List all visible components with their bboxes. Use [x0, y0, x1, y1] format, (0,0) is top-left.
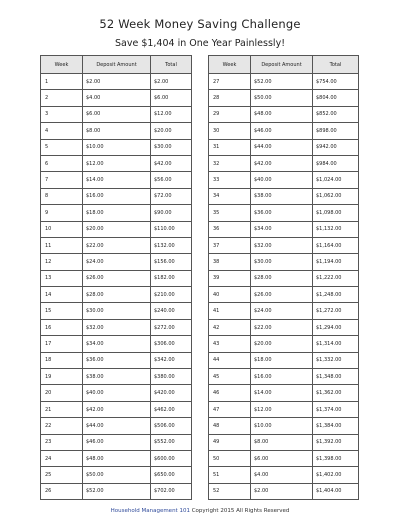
deposit-cell: $36.00	[251, 205, 313, 221]
deposit-cell: $20.00	[251, 336, 313, 352]
total-cell: $6.00	[151, 90, 192, 106]
total-cell: $1,332.00	[313, 352, 359, 368]
table-row	[209, 401, 359, 417]
week-cell: 4	[41, 123, 83, 139]
table-row	[41, 123, 192, 139]
deposit-cell: $10.00	[83, 139, 151, 155]
table-row	[209, 418, 359, 434]
deposit-cell: $36.00	[83, 352, 151, 368]
week-cell: 27	[209, 74, 251, 90]
total-cell: $754.00	[313, 74, 359, 90]
total-cell: $1,404.00	[313, 483, 359, 499]
table-header-row	[209, 56, 359, 74]
week-cell: 50	[209, 450, 251, 466]
savings-table-weeks-27-52	[208, 55, 359, 500]
week-cell: 9	[41, 205, 83, 221]
total-cell: $210.00	[151, 287, 192, 303]
week-cell: 36	[209, 221, 251, 237]
table-row	[41, 188, 192, 204]
table-row	[41, 336, 192, 352]
total-cell: $240.00	[151, 303, 192, 319]
deposit-cell: $48.00	[83, 450, 151, 466]
table-row	[41, 221, 192, 237]
deposit-cell: $18.00	[251, 352, 313, 368]
week-cell: 15	[41, 303, 83, 319]
week-cell: 44	[209, 352, 251, 368]
week-cell: 52	[209, 483, 251, 499]
deposit-cell: $14.00	[251, 385, 313, 401]
week-cell: 11	[41, 237, 83, 253]
total-cell: $1,294.00	[313, 319, 359, 335]
table-row	[41, 172, 192, 188]
table-row	[41, 303, 192, 319]
week-cell: 20	[41, 385, 83, 401]
deposit-cell: $16.00	[251, 369, 313, 385]
table-row	[209, 303, 359, 319]
week-cell: 43	[209, 336, 251, 352]
week-cell: 24	[41, 450, 83, 466]
week-column-header: Week	[41, 56, 83, 74]
footer-brand-link[interactable]: Household Management 101	[110, 508, 190, 514]
total-cell: $30.00	[151, 139, 192, 155]
deposit-cell: $22.00	[83, 237, 151, 253]
week-cell: 51	[209, 467, 251, 483]
table-row	[41, 237, 192, 253]
footer-copyright: Copyright 2015 All Rights Reserved	[189, 508, 290, 514]
table-row	[209, 139, 359, 155]
total-column-header: Total	[151, 56, 192, 74]
deposit-cell: $26.00	[83, 270, 151, 286]
week-cell: 47	[209, 401, 251, 417]
table-row	[209, 172, 359, 188]
week-cell: 33	[209, 172, 251, 188]
table-row	[209, 336, 359, 352]
total-cell: $942.00	[313, 139, 359, 155]
week-cell: 41	[209, 303, 251, 319]
week-cell: 39	[209, 270, 251, 286]
week-cell: 7	[41, 172, 83, 188]
week-cell: 19	[41, 369, 83, 385]
week-cell: 23	[41, 434, 83, 450]
table-row	[41, 319, 192, 335]
deposit-cell: $28.00	[83, 287, 151, 303]
table-row	[41, 483, 192, 499]
total-cell: $1,362.00	[313, 385, 359, 401]
week-cell: 21	[41, 401, 83, 417]
deposit-cell: $42.00	[83, 401, 151, 417]
total-cell: $42.00	[151, 155, 192, 171]
table-row	[209, 369, 359, 385]
total-cell: $110.00	[151, 221, 192, 237]
week-cell: 3	[41, 106, 83, 122]
deposit-cell: $22.00	[251, 319, 313, 335]
week-cell: 48	[209, 418, 251, 434]
week-cell: 31	[209, 139, 251, 155]
deposit-cell: $2.00	[251, 483, 313, 499]
week-cell: 34	[209, 188, 251, 204]
total-cell: $506.00	[151, 418, 192, 434]
deposit-cell: $52.00	[251, 74, 313, 90]
total-cell: $132.00	[151, 237, 192, 253]
deposit-cell: $2.00	[83, 74, 151, 90]
table-row	[41, 352, 192, 368]
total-cell: $12.00	[151, 106, 192, 122]
week-cell: 22	[41, 418, 83, 434]
total-cell: $156.00	[151, 254, 192, 270]
total-cell: $20.00	[151, 123, 192, 139]
total-cell: $90.00	[151, 205, 192, 221]
week-cell: 28	[209, 90, 251, 106]
week-cell: 46	[209, 385, 251, 401]
total-cell: $2.00	[151, 74, 192, 90]
table-row	[209, 352, 359, 368]
deposit-cell: $50.00	[251, 90, 313, 106]
deposit-cell: $42.00	[251, 155, 313, 171]
table-row	[209, 287, 359, 303]
page-subtitle: Save $1,404 in One Year Painlessly!	[114, 38, 285, 49]
week-cell: 10	[41, 221, 83, 237]
week-cell: 49	[209, 434, 251, 450]
table-row	[41, 287, 192, 303]
table-row	[209, 123, 359, 139]
deposit-cell: $46.00	[251, 123, 313, 139]
total-cell: $804.00	[313, 90, 359, 106]
total-cell: $1,132.00	[313, 221, 359, 237]
deposit-cell: $12.00	[251, 401, 313, 417]
table-row	[41, 369, 192, 385]
deposit-cell: $6.00	[251, 450, 313, 466]
week-cell: 12	[41, 254, 83, 270]
deposit-cell: $30.00	[251, 254, 313, 270]
total-cell: $272.00	[151, 319, 192, 335]
table-row	[41, 74, 192, 90]
week-cell: 6	[41, 155, 83, 171]
total-cell: $1,272.00	[313, 303, 359, 319]
table-row	[209, 254, 359, 270]
table-row	[209, 106, 359, 122]
deposit-cell: $38.00	[83, 369, 151, 385]
total-cell: $1,314.00	[313, 336, 359, 352]
total-column-header: Total	[313, 56, 359, 74]
deposit-cell: $44.00	[83, 418, 151, 434]
week-cell: 1	[41, 74, 83, 90]
deposit-cell: $12.00	[83, 155, 151, 171]
week-cell: 32	[209, 155, 251, 171]
table-row	[209, 90, 359, 106]
deposit-cell: $24.00	[83, 254, 151, 270]
table-row	[209, 205, 359, 221]
deposit-cell: $14.00	[83, 172, 151, 188]
table-row	[41, 385, 192, 401]
total-cell: $552.00	[151, 434, 192, 450]
deposit-cell: $44.00	[251, 139, 313, 155]
deposit-cell: $40.00	[251, 172, 313, 188]
deposit-cell: $8.00	[83, 123, 151, 139]
deposit-cell: $20.00	[83, 221, 151, 237]
page-title: 52 Week Money Saving Challenge	[99, 17, 301, 31]
table-row	[41, 450, 192, 466]
total-cell: $1,392.00	[313, 434, 359, 450]
total-cell: $1,194.00	[313, 254, 359, 270]
total-cell: $600.00	[151, 450, 192, 466]
table-header-row	[41, 56, 192, 74]
total-cell: $380.00	[151, 369, 192, 385]
week-cell: 42	[209, 319, 251, 335]
total-cell: $984.00	[313, 155, 359, 171]
total-cell: $1,164.00	[313, 237, 359, 253]
table-row	[209, 483, 359, 499]
table-row	[41, 205, 192, 221]
table-row	[41, 139, 192, 155]
table-row	[209, 450, 359, 466]
total-cell: $462.00	[151, 401, 192, 417]
total-cell: $420.00	[151, 385, 192, 401]
deposit-column-header: Deposit Amount	[83, 56, 151, 74]
week-cell: 14	[41, 287, 83, 303]
week-cell: 45	[209, 369, 251, 385]
table-row	[209, 270, 359, 286]
deposit-cell: $10.00	[251, 418, 313, 434]
table-row	[41, 434, 192, 450]
deposit-cell: $52.00	[83, 483, 151, 499]
week-cell: 26	[41, 483, 83, 499]
table-row	[41, 418, 192, 434]
table-row	[41, 90, 192, 106]
week-cell: 35	[209, 205, 251, 221]
week-cell: 13	[41, 270, 83, 286]
footer	[0, 508, 400, 514]
total-cell: $1,402.00	[313, 467, 359, 483]
total-cell: $650.00	[151, 467, 192, 483]
deposit-cell: $34.00	[83, 336, 151, 352]
total-cell: $1,062.00	[313, 188, 359, 204]
deposit-cell: $26.00	[251, 287, 313, 303]
total-cell: $1,348.00	[313, 369, 359, 385]
deposit-cell: $32.00	[251, 237, 313, 253]
deposit-column-header: Deposit Amount	[251, 56, 313, 74]
total-cell: $1,024.00	[313, 172, 359, 188]
week-cell: 18	[41, 352, 83, 368]
total-cell: $1,374.00	[313, 401, 359, 417]
total-cell: $898.00	[313, 123, 359, 139]
table-row	[41, 401, 192, 417]
total-cell: $1,098.00	[313, 205, 359, 221]
deposit-cell: $50.00	[83, 467, 151, 483]
deposit-cell: $8.00	[251, 434, 313, 450]
total-cell: $56.00	[151, 172, 192, 188]
week-cell: 8	[41, 188, 83, 204]
deposit-cell: $32.00	[83, 319, 151, 335]
total-cell: $702.00	[151, 483, 192, 499]
savings-table-weeks-1-26	[40, 55, 192, 500]
week-cell: 25	[41, 467, 83, 483]
deposit-cell: $4.00	[83, 90, 151, 106]
total-cell: $1,248.00	[313, 287, 359, 303]
deposit-cell: $34.00	[251, 221, 313, 237]
table-row	[209, 467, 359, 483]
deposit-cell: $18.00	[83, 205, 151, 221]
table-row	[209, 221, 359, 237]
week-cell: 30	[209, 123, 251, 139]
table-row	[209, 237, 359, 253]
week-cell: 38	[209, 254, 251, 270]
total-cell: $1,384.00	[313, 418, 359, 434]
table-row	[41, 467, 192, 483]
table-row	[209, 74, 359, 90]
deposit-cell: $30.00	[83, 303, 151, 319]
week-cell: 29	[209, 106, 251, 122]
week-column-header: Week	[209, 56, 251, 74]
total-cell: $852.00	[313, 106, 359, 122]
deposit-cell: $46.00	[83, 434, 151, 450]
deposit-cell: $38.00	[251, 188, 313, 204]
table-row	[209, 319, 359, 335]
deposit-cell: $40.00	[83, 385, 151, 401]
week-cell: 40	[209, 287, 251, 303]
total-cell: $306.00	[151, 336, 192, 352]
total-cell: $182.00	[151, 270, 192, 286]
week-cell: 5	[41, 139, 83, 155]
total-cell: $72.00	[151, 188, 192, 204]
deposit-cell: $6.00	[83, 106, 151, 122]
deposit-cell: $16.00	[83, 188, 151, 204]
week-cell: 37	[209, 237, 251, 253]
table-row	[41, 106, 192, 122]
total-cell: $342.00	[151, 352, 192, 368]
table-row	[209, 434, 359, 450]
total-cell: $1,398.00	[313, 450, 359, 466]
total-cell: $1,222.00	[313, 270, 359, 286]
deposit-cell: $4.00	[251, 467, 313, 483]
deposit-cell: $24.00	[251, 303, 313, 319]
week-cell: 17	[41, 336, 83, 352]
table-row	[209, 155, 359, 171]
table-row	[41, 270, 192, 286]
table-row	[209, 188, 359, 204]
week-cell: 16	[41, 319, 83, 335]
table-row	[41, 254, 192, 270]
week-cell: 2	[41, 90, 83, 106]
table-row	[209, 385, 359, 401]
deposit-cell: $28.00	[251, 270, 313, 286]
table-row	[41, 155, 192, 171]
deposit-cell: $48.00	[251, 106, 313, 122]
